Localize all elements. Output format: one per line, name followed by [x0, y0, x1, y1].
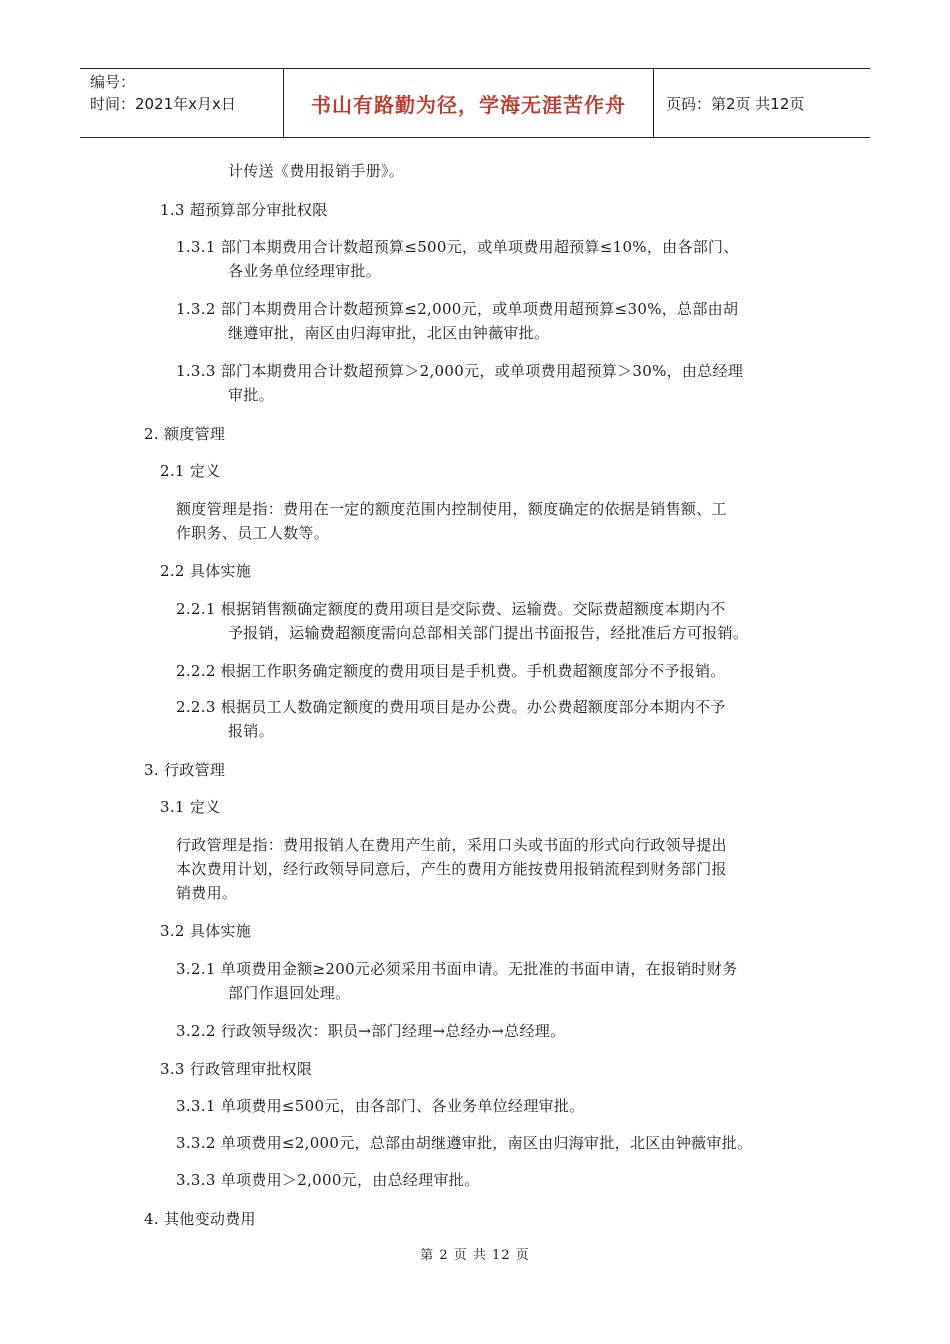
body-line: 审批。 — [228, 386, 274, 404]
body-line: 销费用。 — [176, 884, 238, 902]
body-line: 计传送《费用报销手册》。 — [228, 162, 405, 180]
body-line: 2.2.2 根据工作职务确定额度的费用项目是手机费。手机费超额度部分不予报销。 — [176, 662, 726, 680]
body-line: 予报销，运输费超额度需向总部相关部门提出书面报告，经批准后方可报销。 — [228, 624, 749, 642]
body-line: 继遵审批，南区由归海审批，北区由钟薇审批。 — [228, 324, 550, 342]
section-heading: 3.2 具体实施 — [160, 922, 252, 940]
section-heading: 2.2 具体实施 — [160, 562, 252, 580]
header-motto: 书山有路勤为径，学海无涯苦作舟 — [283, 69, 654, 137]
body-line: 3.2.1 单项费用金额≥200元必须采用书面申请。无批准的书面申请，在报销时财务 — [176, 960, 738, 978]
body-line: 1.3.1 部门本期费用合计数超预算≤500元，或单项费用超预算≤10%，由各部门、 — [176, 238, 739, 256]
section-heading: 3.3 行政管理审批权限 — [160, 1060, 313, 1078]
body-line: 本次费用计划，经行政领导同意后，产生的费用方能按费用报销流程到财务部门报 — [176, 860, 727, 878]
header-meta — [80, 69, 283, 137]
body-line: 额度管理是指：费用在一定的额度范围内控制使用，额度确定的依据是销售额、工 — [176, 500, 727, 518]
document-time: 时间：2021年x月x日 — [90, 95, 236, 113]
section-heading: 2.1 定义 — [160, 462, 221, 480]
section-heading: 3.1 定义 — [160, 798, 221, 816]
body-line: 作职务、员工人数等。 — [176, 524, 330, 542]
page-footer: 第 2 页 共 12 页 — [420, 1248, 530, 1263]
section-heading: 4. 其他变动费用 — [144, 1210, 256, 1228]
section-heading: 1.3 超预算部分审批权限 — [160, 201, 328, 219]
body-line: 3.3.3 单项费用＞2,000元，由总经理审批。 — [176, 1171, 480, 1189]
body-line: 1.3.2 部门本期费用合计数超预算≤2,000元，或单项费用超预算≤30%，总部由胡 — [176, 300, 739, 318]
body-line: 2.2.1 根据销售额确定额度的费用项目是交际费、运输费。交际费超额度本期内不 — [176, 600, 726, 618]
body-line: 3.2.2 行政领导级次：职员→部门经理→总经办→总经理。 — [176, 1022, 566, 1040]
body-line: 2.2.3 根据员工人数确定额度的费用项目是办公费。办公费超额度部分本期内不予 — [176, 698, 726, 716]
body-line: 3.3.1 单项费用≤500元，由各部门、各业务单位经理审批。 — [176, 1097, 585, 1115]
section-heading: 2. 额度管理 — [144, 425, 226, 443]
body-line: 各业务单位经理审批。 — [228, 262, 382, 280]
page-header — [80, 68, 870, 138]
header-page-info: 页码：第2页 共12页 — [666, 94, 805, 113]
document-number-label: 编号： — [90, 73, 136, 91]
body-line: 3.3.2 单项费用≤2,000元，总部由胡继遵审批，南区由归海审批，北区由钟薇审批。 — [176, 1134, 753, 1152]
body-line: 部门作退回处理。 — [228, 984, 351, 1002]
body-line: 1.3.3 部门本期费用合计数超预算＞2,000元，或单项费用超预算＞30%，由总经理 — [176, 362, 744, 380]
body-line: 行政管理是指：费用报销人在费用产生前，采用口头或书面的形式向行政领导提出 — [176, 836, 727, 854]
body-line: 报销。 — [228, 722, 274, 740]
section-heading: 3. 行政管理 — [144, 761, 226, 779]
